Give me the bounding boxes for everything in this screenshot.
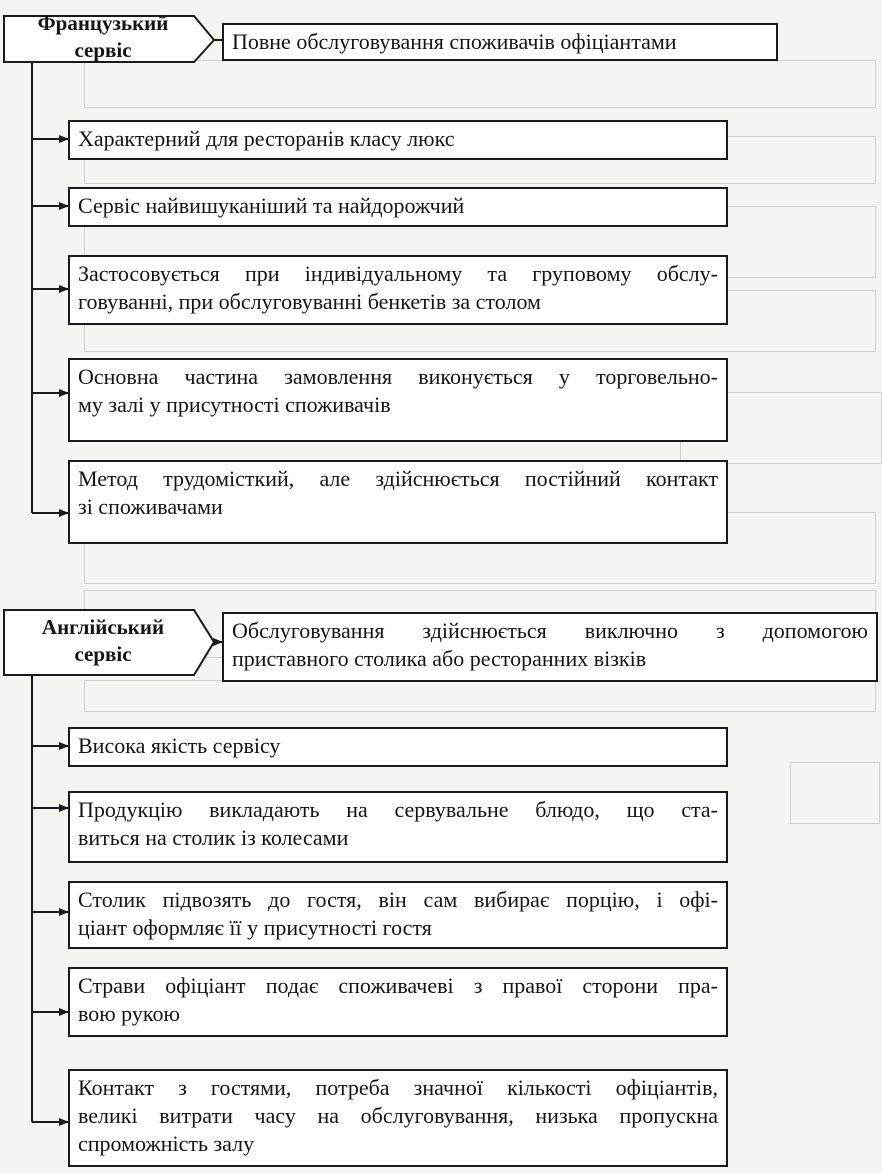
feature-line: Характерний для ресторанів класу люкс <box>78 126 455 151</box>
english-definition-box <box>222 612 878 682</box>
definition-line: приставного столика або ресторанних візків <box>232 646 647 671</box>
feature-line: Метод трудомісткий, але здійснюється постійний контакт <box>78 466 718 491</box>
feature-line: спроможність залу <box>78 1131 255 1156</box>
feature-line: Столик підвозять до гостя, він сам вибирає порцію, і офі- <box>78 887 718 912</box>
title-line: Французький <box>37 11 169 35</box>
title-line: Англійський <box>41 615 165 639</box>
english-feature-4 <box>68 967 728 1037</box>
french-feature-4 <box>68 358 728 442</box>
french-feature-5 <box>68 460 728 544</box>
definition-line: Обслуговування здійснюється виключно з допомогою <box>232 618 868 643</box>
title-line: сервіс <box>74 38 132 62</box>
section-title-french-service <box>8 10 198 64</box>
english-feature-3 <box>68 881 728 949</box>
section-2-connectors <box>4 610 222 1122</box>
feature-line: ціант оформляє її у присутності гостя <box>78 915 432 940</box>
feature-line: му залі у присутності споживачів <box>78 392 391 417</box>
english-feature-5 <box>68 1069 728 1167</box>
french-feature-1 <box>68 120 728 160</box>
feature-line: зі споживачами <box>78 494 223 519</box>
english-feature-2 <box>68 791 728 863</box>
feature-line: виться на столик із колесами <box>78 825 349 850</box>
feature-line: Основна частина замовлення виконується у торговельно- <box>78 364 718 389</box>
french-feature-3 <box>68 255 728 325</box>
french-feature-2 <box>68 187 728 227</box>
feature-line: Висока якість сервісу <box>78 733 281 758</box>
feature-line: Застосовується при індивідуальному та груповому обслу- <box>78 261 718 286</box>
feature-line: Страви офіціант подає споживачеві з правої сторони пра- <box>78 973 718 998</box>
section-title-english-service <box>8 614 198 668</box>
feature-line: говуванні, при обслуговуванні бенкетів за столом <box>78 289 541 314</box>
feature-line: вою рукою <box>78 1001 180 1026</box>
title-line: сервіс <box>74 642 132 666</box>
feature-line: Продукцію викладають на сервувальне блюдо, що ста- <box>78 797 718 822</box>
feature-line: великі витрати часу на обслуговування, низька пропускна <box>78 1103 718 1128</box>
feature-line: Контакт з гостями, потреба значної кількості офіціантів, <box>78 1075 718 1100</box>
definition-text: Повне обслуговування споживачів офіціантами <box>232 29 677 54</box>
feature-line: Сервіс найвишуканіший та найдорожчий <box>78 193 465 218</box>
french-definition-box <box>222 23 778 61</box>
english-feature-1 <box>68 727 728 767</box>
